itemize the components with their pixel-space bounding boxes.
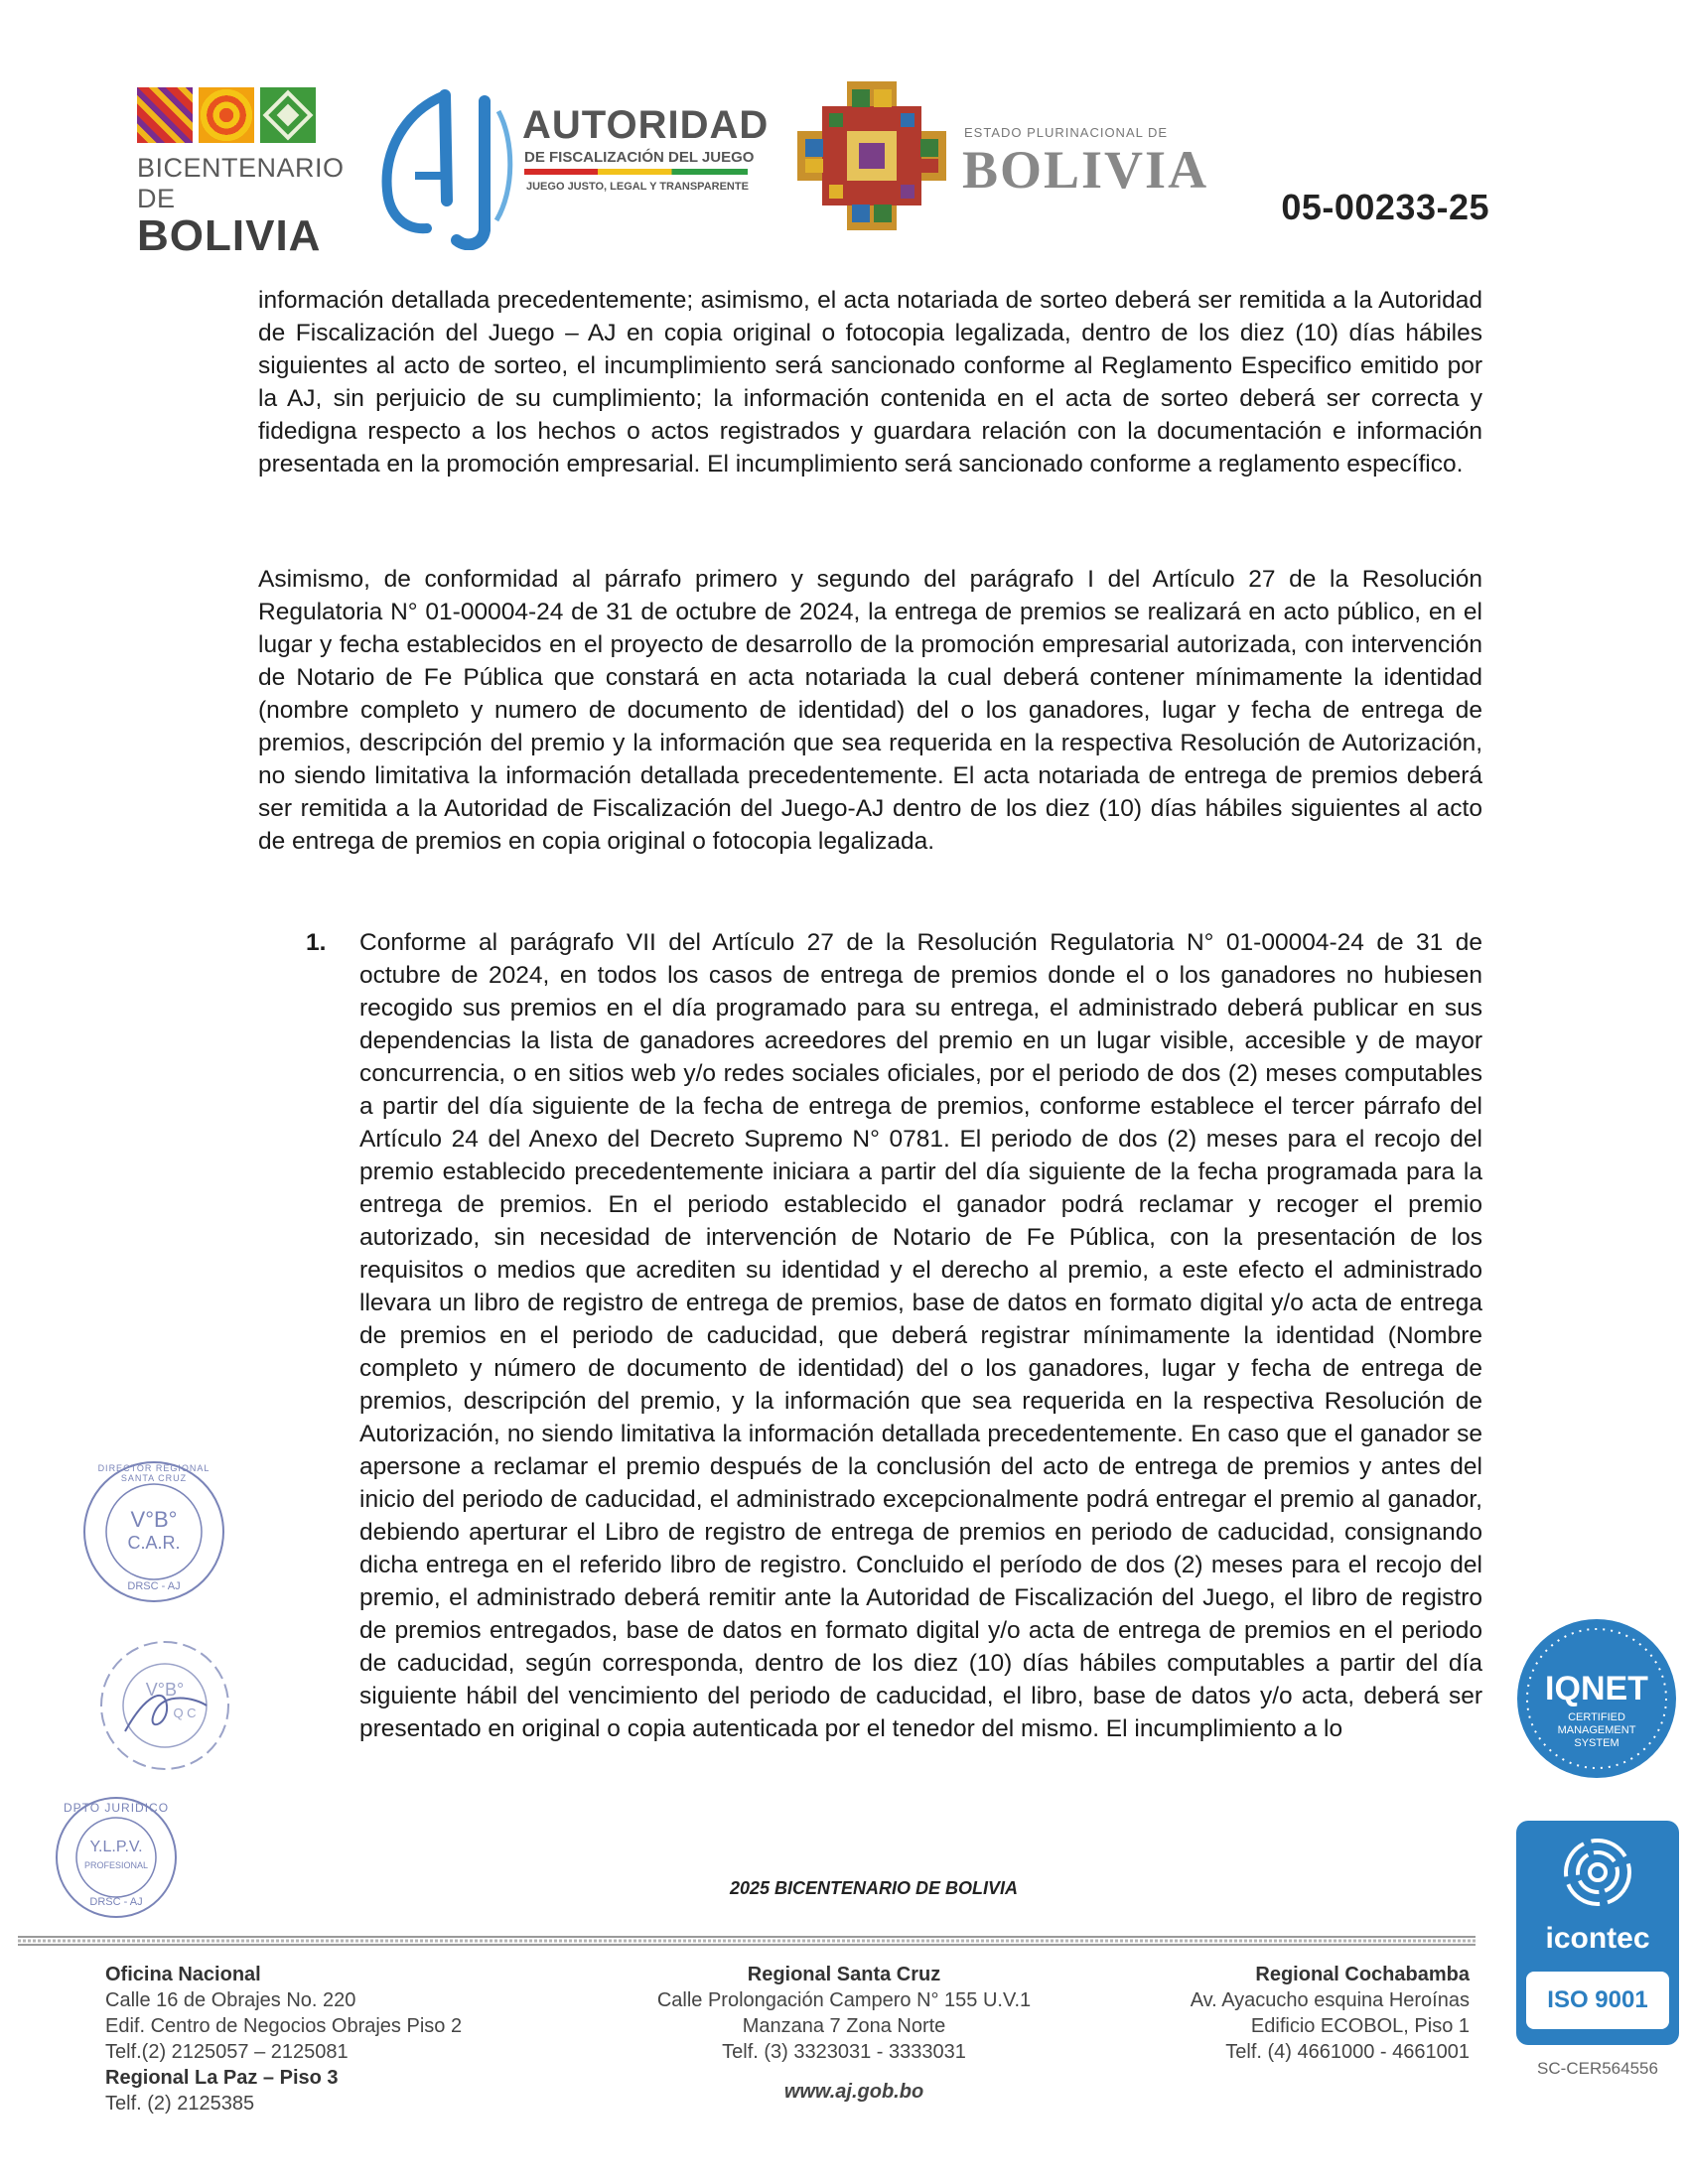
- footer-center-line2: Manzana 7 Zona Norte: [742, 2015, 946, 2037]
- footer-right-line3: Telf. (4) 4661000 - 4661001: [1225, 2041, 1470, 2063]
- iso-standard: ISO 9001: [1526, 1972, 1669, 2029]
- footer-cochabamba-office: [1072, 1962, 1470, 2065]
- footer-santa-cruz-office: [596, 1962, 1092, 2065]
- icontec-spiral-icon: [1516, 1821, 1679, 1920]
- stamp-3-center-line2: PROFESIONAL: [83, 1860, 148, 1870]
- chakana-emblem-icon: [797, 81, 946, 230]
- emblem-square-green: [260, 87, 316, 143]
- stamp-3-bottom-text: DRSC - AJ: [89, 1896, 143, 1908]
- stamp-1-ring-text: DIRECTOR REGIONAL SANTA CRUZ: [97, 1463, 211, 1483]
- stamp-1-bottom-text: DRSC - AJ: [127, 1580, 181, 1592]
- list-item-text: Conforme al parágrafo VII del Artículo 27 de la Resolución Regulatoria N° 01-00004-24 de 31 de octubre de 2024, en todos los casos de entrega de premios donde el o los ganadores no hubiesen recogido sus premios en el día programado para su entrega, el administrado deberá publicar en sus dependencias la lista de ganadores acreedores del premio en un lugar visible, accesible y de mayor concurrencia, o en sitios web y/o redes sociales oficiales, por el periodo de dos (2) meses computables a partir del día siguiente de la fecha de entrega de premios, conforme establece el tercer párrafo del Artículo 24 del Anexo del Decreto Supremo N° 0781. El periodo de dos (2) meses para el recojo del premio establecido precedentemente iniciara a partir del día siguiente de la fecha programada para la entrega de premios. En el periodo establecido el ganador podrá reclamar y recoger el premio autorizado, sin necesidad de intervención de Notario de Fe Pública, con la presentación de los requisitos o medios que acrediten su identidad y el derecho al premio, a este efecto el administrado llevara un libro de registro de entrega de premios, base de datos en formato digital y/o acta de entrega de premios en el periodo de caducidad, que deberá registrar mínimamente la identidad (Nombre completo y número de documento de identidad) del o los ganadores, lugar y fecha de entrega de premios, descripción del premio, y la información que sea requerida en la respectiva Resolución de Autorización, no siendo limitativa la información detallada precedentemente. En caso que el ganador se apersone a reclamar el premio después de la conclusión del acto de entrega de premios y antes del inicio del periodo de caducidad, el administrado excepcionalmente podrá entregar el premio al ganador, debiendo aperturar el Libro de registro de entrega de premios en periodo de caducidad, consignando dicha entrega en el referido libro de registro. Concluido el período de dos (2) meses para el recojo del premio, el administrado deberá remitir ante la Autoridad de Fiscalización del Juego, el libro de registro de premios entregados, base de datos en formato digital y/o acta de entrega de premios en el periodo de caducidad, según corresponda, dentro de los diez (10) días hábiles computables a partir del día siguiente hábil del vencimiento del periodo de caducidad, el libro, base de datos y/o acta, deberá ser presentado en original o copia autenticada por el tenedor del mismo. El incumplimiento a lo: [359, 929, 1482, 1742]
- footer-left-line2: Edif. Centro de Negocios Obrajes Piso 2: [105, 2015, 463, 2037]
- iqnet-line2: MANAGEMENT: [1557, 1724, 1636, 1736]
- bolivia-logo-line1: ESTADO PLURINACIONAL DE: [964, 125, 1169, 140]
- footer-national-office: [105, 1962, 542, 2116]
- bicentenario-emblem: [137, 87, 346, 143]
- stamp-1-center-line2: C.A.R.: [127, 1533, 181, 1553]
- bolivia-logo-line2: BOLIVIA: [962, 140, 1209, 200]
- iqnet-line1: CERTIFIED: [1568, 1711, 1625, 1723]
- legal-stamp-3: [52, 1793, 181, 1922]
- certificate-code: SC-CER564556: [1537, 2059, 1658, 2078]
- approval-stamp-2: [95, 1636, 234, 1775]
- iqnet-name: IQNET: [1545, 1670, 1648, 1707]
- stamp-2-center-line1: V°B°: [145, 1680, 185, 1700]
- footer-right-line1: Av. Ayacucho esquina Heroínas: [1190, 1989, 1470, 2011]
- stamp-3-ring-text: DPTO JURIDICO: [63, 1801, 170, 1815]
- icontec-certification-badge: [1516, 1821, 1679, 2045]
- stamp-2-center-line2: Q C: [173, 1706, 197, 1720]
- bolivia-logo: [797, 81, 1209, 230]
- footer-center-line3: Telf. (3) 3323031 - 3333031: [722, 2041, 966, 2063]
- footer-left-title: Oficina Nacional: [105, 1964, 261, 1985]
- icontec-name: icontec: [1545, 1922, 1650, 1955]
- body-paragraph-1: información detallada precedentemente; asimismo, el acta notariada de sorteo deberá ser remitida a la Autoridad de Fiscalización del Juego – AJ en copia original o fotocopia legalizada, dentro de los diez (10) días hábiles siguientes al acto de sorteo, el incumplimiento será sancionado conforme al Reglamento Especifico emitido por la AJ, sin perjuicio de su cumplimiento; la información contenida en el acta de sorteo deberá ser correcta y fidedigna respecto a los hechos o actos registrados y guardara relación con la documentación e información presentada en la promoción empresarial. El incumplimiento será sancionado conforme a reglamento específico.: [258, 287, 1482, 478]
- approval-stamp-1: [79, 1457, 228, 1606]
- footer-left-title2: Regional La Paz – Piso 3: [105, 2067, 339, 2089]
- footer-center-line1: Calle Prolongación Campero N° 155 U.V.1: [656, 1989, 1032, 2011]
- body-paragraph-2: Asimismo, de conformidad al párrafo primero y segundo del parágrafo I del Artículo 27 de la Resolución Regulatoria N° 01-00004-24 de 31 de octubre de 2024, la entrega de premios se realizará en acto público, en el lugar y fecha establecidos en el proyecto de desarrollo de la promoción empresarial autorizada, con intervención de Notario de Fe Pública que constará en acta notariada la cual deberá contener mínimamente la identidad (nombre completo y numero de documento de identidad) del o los ganadores, lugar y fecha de entrega de premios, descripción del premio y la información que sea requerida en la respectiva Resolución de Autorización, no siendo limitativa la información detallada precedentemente. El acta notariada de entrega de premios deberá ser remitida a la Autoridad de Fiscalización del Juego-AJ dentro de los diez (10) días hábiles siguientes al acto de entrega de premios en copia original o fotocopia legalizada.: [258, 566, 1482, 855]
- aj-logo-tagline: JUEGO JUSTO, LEGAL Y TRANSPARENTE: [526, 181, 749, 193]
- document-number: 05-00233-25: [1281, 187, 1489, 227]
- iqnet-line3: SYSTEM: [1574, 1737, 1619, 1749]
- aj-logo-title: AUTORIDAD: [522, 103, 770, 147]
- footer-divider: [18, 1934, 1476, 1948]
- list-item-number: 1.: [306, 929, 327, 956]
- emblem-square-red: [137, 87, 193, 143]
- bicentenario-line1: BICENTENARIO DE: [137, 153, 345, 213]
- aj-logo-subtitle: DE FISCALIZACIÓN DEL JUEGO: [524, 149, 755, 166]
- footer-right-title: Regional Cochabamba: [1255, 1964, 1470, 1985]
- footer-motto: 2025 BICENTENARIO DE BOLIVIA: [729, 1878, 1019, 1898]
- emblem-square-yellow: [199, 87, 254, 143]
- footer-left-line4: Telf. (2) 2125385: [105, 2093, 255, 2115]
- stamp-3-center-line1: Y.L.P.V.: [89, 1839, 143, 1855]
- footer-right-line2: Edificio ECOBOL, Piso 1: [1250, 2015, 1470, 2037]
- footer-left-line1: Calle 16 de Obrajes No. 220: [105, 1989, 356, 2011]
- footer-website-link[interactable]: www.aj.gob.bo: [783, 2081, 924, 2103]
- iqnet-certification-badge: [1516, 1618, 1677, 1779]
- bicentenario-line2: BOLIVIA: [137, 211, 322, 260]
- aj-emblem-icon: [375, 81, 524, 250]
- aj-logo-color-bar: [524, 169, 748, 175]
- aj-logo: [375, 81, 773, 250]
- stamp-1-center-line1: V°B°: [130, 1507, 178, 1532]
- bicentenario-logo: [137, 87, 346, 260]
- footer-center-title: Regional Santa Cruz: [747, 1964, 941, 1985]
- footer-left-line3: Telf.(2) 2125057 – 2125081: [105, 2041, 349, 2063]
